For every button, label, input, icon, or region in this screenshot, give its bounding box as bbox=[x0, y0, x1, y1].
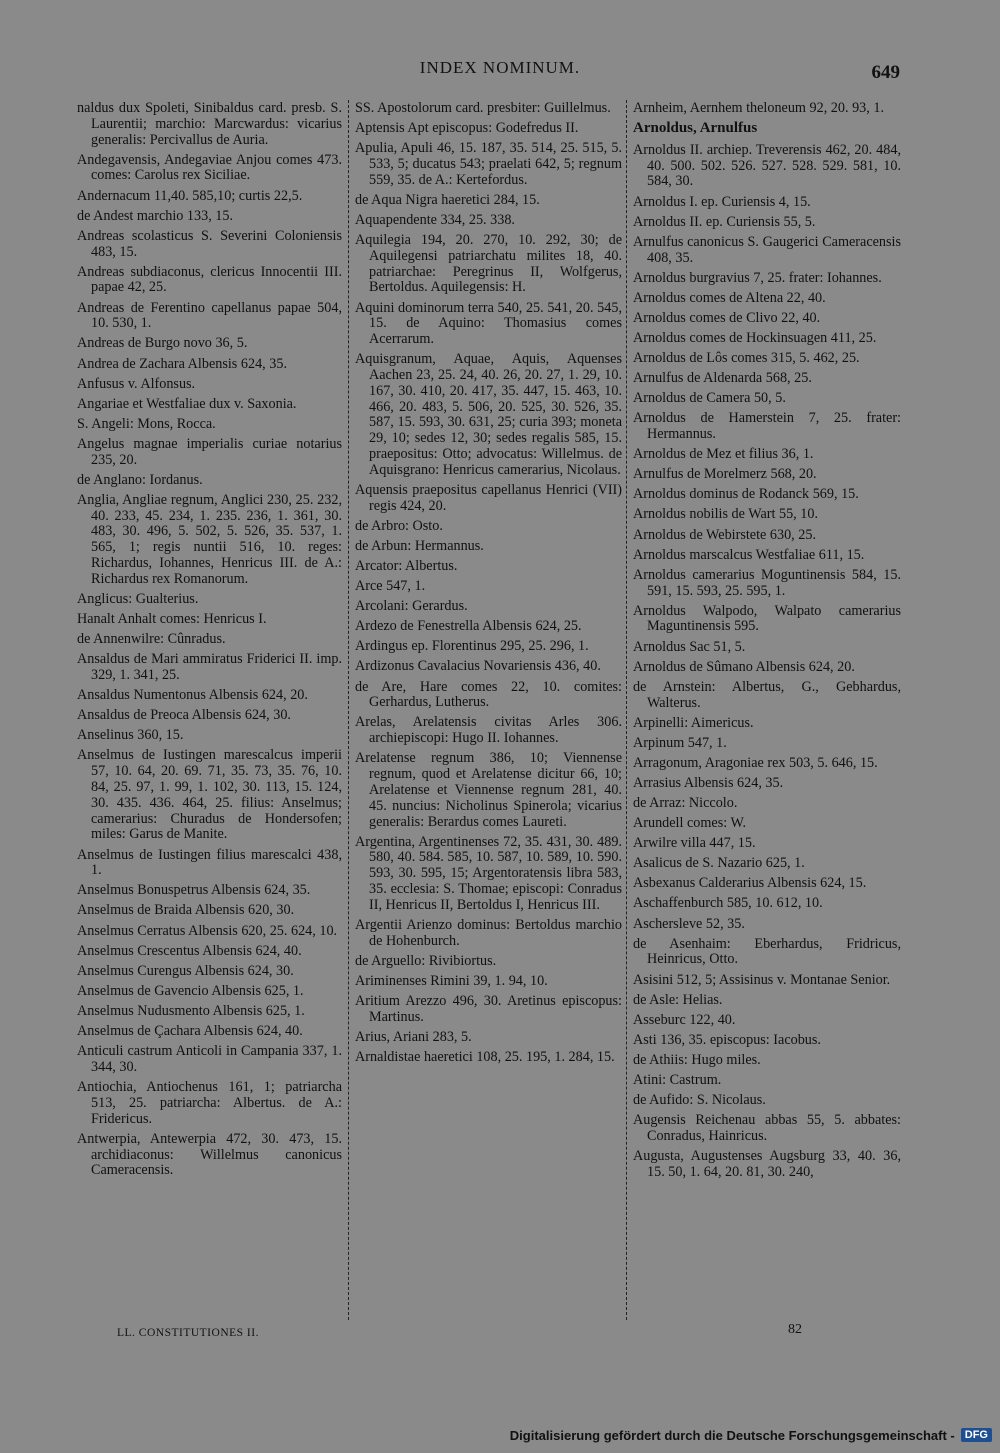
index-group-heading: Arnoldus, Arnulfus bbox=[633, 120, 758, 137]
index-entry: Anselmus de Gavencio Albensis 625, 1. bbox=[77, 982, 304, 999]
index-entry: Augusta, Augustenses Augsburg 33, 40. 36, 15. 50, 1. 64, 20. 81, 30. 240, bbox=[633, 1148, 901, 1180]
index-entry: de Annenwilre: Cûnradus. bbox=[77, 631, 226, 648]
index-entry: Arnoldus de Camera 50, 5. bbox=[633, 390, 786, 407]
index-entry: Aschersleve 52, 35. bbox=[633, 915, 745, 932]
index-entry: Arnoldus de Sûmano Albensis 624, 20. bbox=[633, 658, 855, 675]
footer-signature-number: 82 bbox=[788, 1322, 802, 1337]
index-entry: Arcator: Albertus. bbox=[355, 557, 458, 574]
index-entry: Andreas scolasticus S. Severini Coloniensis 483, 15. bbox=[77, 227, 342, 260]
index-entry: Argentii Arienzo dominus: Bertoldus marchio de Hohenburch. bbox=[355, 916, 622, 949]
index-entry: de Athiis: Hugo miles. bbox=[633, 1051, 761, 1068]
index-entry: Arnoldus de Lôs comes 315, 5. 462, 25. bbox=[633, 350, 860, 367]
index-entry: de Asenhaim: Eberhardus, Fridricus, Heinricus, Otto. bbox=[633, 935, 901, 968]
index-entry: Ansaldus Numentonus Albensis 624, 20. bbox=[77, 687, 308, 704]
index-entry: Arelas, Arelatensis civitas Arles 306. archiepiscopi: Hugo II. Iohannes. bbox=[355, 714, 622, 747]
index-entry: Asisini 512, 5; Assisinus v. Montanae Senior. bbox=[633, 971, 891, 988]
index-entry: Ardingus ep. Florentinus 295, 25. 296, 1. bbox=[355, 638, 589, 655]
index-column-middle bbox=[355, 101, 622, 1070]
index-entry: Anglia, Angliae regnum, Anglici 230, 25. 232, 40. 233, 45. 234, 1. 235. 236, 1. 361, 30. 483, 30. 496, 5. 502, 5. 526, 35. 537, 1. 565, 1; regis nuntii 516, 10. reges: Richardus, Iohannes, Henricus III. de A.: Richardus rex Romanorum. bbox=[77, 491, 342, 587]
index-entry: Andreas subdiaconus, clericus Innocentii III. papae 42, 25. bbox=[77, 263, 342, 296]
index-entry: Arius, Ariani 283, 5. bbox=[355, 1028, 472, 1045]
index-entry: Andreas de Ferentino capellanus papae 504, 10. 530, 1. bbox=[77, 299, 342, 332]
index-entry: de Aqua Nigra haeretici 284, 15. bbox=[355, 191, 540, 208]
index-entry: Anselmus Bonuspetrus Albensis 624, 35. bbox=[77, 882, 311, 899]
digitization-banner-text: Digitalisierung gefördert durch die Deutsche Forschungsgemeinschaft - bbox=[509, 1427, 955, 1443]
index-entry: de Aufido: S. Nicolaus. bbox=[633, 1092, 766, 1109]
index-entry: Aquensis praepositus capellanus Henrici (VII) regis 424, 20. bbox=[355, 481, 622, 514]
page-number: 649 bbox=[871, 62, 900, 83]
column-divider bbox=[626, 100, 627, 1320]
index-entry: Arwilre villa 447, 15. bbox=[633, 835, 756, 852]
index-entry: Arnoldus comes de Altena 22, 40. bbox=[633, 289, 826, 306]
index-entry: Anselinus 360, 15. bbox=[77, 727, 184, 744]
index-entry: Arundell comes: W. bbox=[633, 815, 747, 832]
index-entry: Antiochia, Antiochenus 161, 1; patriarcha 513, 25. patriarcha: Albertus. de A.: Fridericus. bbox=[77, 1079, 342, 1127]
index-entry: Andrea de Zachara Albensis 624, 35. bbox=[77, 355, 287, 372]
index-entry: Aquapendente 334, 25. 338. bbox=[355, 211, 515, 228]
index-entry: Anselmus de Iustingen marescalcus imperii 57, 10. 64, 20. 69. 71, 35. 73, 35. 76, 10. 84, 25. 97, 1. 99, 1. 102, 30. 113, 15. 124, 30. 435. 436. 464, 25. filius: Anselmus; camerarius: Churadus de Hondersofen; miles: Garus de Manite. bbox=[77, 747, 342, 843]
index-entry: Andreas de Burgo novo 36, 5. bbox=[77, 335, 248, 352]
index-entry: Anselmus Nudusmento Albensis 625, 1. bbox=[77, 1002, 305, 1019]
index-entry: Arcolani: Gerardus. bbox=[355, 598, 468, 615]
index-entry: Ariminenses Rimini 39, 1. 94, 10. bbox=[355, 972, 548, 989]
index-entry: de Arguello: Rivibiortus. bbox=[355, 952, 497, 969]
index-entry: Arnoldus comes de Hockinsuagen 411, 25. bbox=[633, 329, 877, 346]
index-entry: Arnoldus de Hamerstein 7, 25. frater: Hermannus. bbox=[633, 410, 901, 443]
index-entry: Arrasius Albensis 624, 35. bbox=[633, 774, 784, 791]
index-entry: Angelus magnae imperialis curiae notarius 235, 20. bbox=[77, 435, 342, 468]
index-entry: Aritium Arezzo 496, 30. Aretinus episcopus: Martinus. bbox=[355, 992, 622, 1025]
index-entry: Apulia, Apuli 46, 15. 187, 35. 514, 25. 515, 5. 533, 5; ducatus 543; praelati 642, 5; regnum 559, 35. de A.: Kertefordus. bbox=[355, 140, 622, 188]
index-entry: de Arbro: Osto. bbox=[355, 517, 443, 534]
index-entry: Anticuli castrum Anticoli in Campania 337, 1. 344, 30. bbox=[77, 1043, 342, 1075]
digitization-banner bbox=[510, 1425, 992, 1445]
index-entry: Arnulfus de Morelmerz 568, 20. bbox=[633, 466, 817, 483]
index-entry: Anselmus de Braida Albensis 620, 30. bbox=[77, 902, 295, 919]
index-entry: Aquilegia 194, 20. 270, 10. 292, 30; de Aquilegensi patriarchatu milites 18, 40. patriarchae: Peregrinus II, Wolfgerus, Bertoldus. Aquilegensis: H. bbox=[355, 232, 622, 296]
index-entry: de Are, Hare comes 22, 10. comites: Gerhardus, Lutherus. bbox=[355, 678, 622, 711]
running-header-title: INDEX NOMINUM. bbox=[419, 58, 581, 77]
index-entry: Anglicus: Gualterius. bbox=[77, 590, 199, 607]
index-entry: Arnoldus camerarius Moguntinensis 584, 15. 591, 15. 593, 25. 595, 1. bbox=[633, 566, 901, 599]
index-entry: Arpinelli: Aimericus. bbox=[633, 714, 754, 731]
index-entry: Angariae et Westfaliae dux v. Saxonia. bbox=[77, 395, 297, 412]
index-entry: Anselmus de Iustingen filius marescalci 438, 1. bbox=[77, 846, 342, 879]
index-entry: Arnheim, Aernhem theloneum 92, 20. 93, 1. bbox=[633, 100, 884, 116]
index-entry: Aschaffenburch 585, 10. 612, 10. bbox=[633, 895, 823, 912]
index-entry: Asbexanus Calderarius Albensis 624, 15. bbox=[633, 875, 867, 892]
index-entry: Arnoldus I. ep. Curiensis 4, 15. bbox=[633, 193, 811, 210]
footer-series-title: LL. CONSTITUTIONES II. bbox=[117, 1327, 259, 1339]
index-entry: Arnoldus Sac 51, 5. bbox=[633, 638, 746, 655]
index-entry: Arnoldus II. ep. Curiensis 55, 5. bbox=[633, 213, 816, 230]
index-entry: Arce 547, 1. bbox=[355, 578, 426, 595]
index-entry: Andernacum 11,40. 585,10; curtis 22,5. bbox=[77, 187, 303, 204]
index-entry: Andegavensis, Andegaviae Anjou comes 473. comes: Carolus rex Siciliae. bbox=[77, 151, 342, 184]
index-column-left bbox=[77, 101, 342, 1183]
index-entry: de Arnstein: Albertus, G., Gebhardus, Walterus. bbox=[633, 678, 901, 711]
index-entry: Arnaldistae haeretici 108, 25. 195, 1. 284, 15. bbox=[355, 1048, 615, 1065]
index-entry: Asalicus de S. Nazario 625, 1. bbox=[633, 855, 805, 872]
index-entry: Arnulfus de Aldenarda 568, 25. bbox=[633, 370, 812, 387]
index-entry: Ardezo de Fenestrella Albensis 624, 25. bbox=[355, 618, 582, 635]
index-entry: Arnoldus comes de Clivo 22, 40. bbox=[633, 309, 821, 326]
index-entry: Atini: Castrum. bbox=[633, 1072, 722, 1089]
index-entry: Arnoldus burgravius 7, 25. frater: Iohannes. bbox=[633, 269, 882, 286]
index-entry: Augensis Reichenau abbas 55, 5. abbates: Conradus, Hainricus. bbox=[633, 1112, 901, 1144]
dfg-logo-icon: DFG bbox=[961, 1428, 992, 1442]
index-entry: Anfusus v. Alfonsus. bbox=[77, 375, 196, 392]
index-entry: Arnoldus marscalcus Westfaliae 611, 15. bbox=[633, 546, 865, 563]
index-entry: Arnoldus de Webirstete 630, 25. bbox=[633, 526, 817, 543]
index-entry: SS. Apostolorum card. presbiter: Guillelmus. bbox=[355, 100, 611, 116]
index-entry: Anselmus Crescentus Albensis 624, 40. bbox=[77, 942, 302, 959]
index-entry: Arragonum, Aragoniae rex 503, 5. 646, 15. bbox=[633, 754, 878, 771]
index-entry: de Arraz: Niccolo. bbox=[633, 795, 738, 811]
index-entry: Aquisgranum, Aquae, Aquis, Aquenses Aachen 23, 25. 24, 40. 26, 20. 27, 1. 29, 10. 167, 30. 410, 20. 417, 35. 447, 15. 463, 10. 466, 20. 483, 5. 506, 20. 525, 30. 526, 35. 587, 15. 593, 30. 631, 25; curia 393; moneta 29, 10; sedes 12, 30; sedes regalis 585, 15. praepositus: Otto; advocatus: Willelmus. de Aquisgrano: Henricus camerarius, Nicolaus. bbox=[355, 351, 622, 478]
index-entry: naldus dux Spoleti, Sinibaldus card. presb. S. Laurentii; marchio: Marcwardus: vicarius generalis: Percivallus de Auria. bbox=[77, 100, 342, 148]
index-entry: Anselmus Curengus Albensis 624, 30. bbox=[77, 962, 294, 979]
column-divider bbox=[348, 100, 349, 1320]
index-column-right bbox=[633, 101, 901, 1185]
index-entry: Ansaldus de Mari ammiratus Friderici II. imp. 329, 1. 341, 25. bbox=[77, 651, 342, 684]
index-entry: de Asle: Helias. bbox=[633, 991, 723, 1008]
index-entry: Argentina, Argentinenses 72, 35. 431, 30. 489. 580, 40. 584. 585, 10. 587, 10. 589, 10. 590. 593, 30. 595, 15; Argentoratensis libra 583, 35. ecclesia: S. Thomae; episcopi: Conradus II, Henricus II, Bertoldus I, Henricus III. bbox=[355, 833, 622, 913]
index-entry: Aquini dominorum terra 540, 25. 541, 20. 545, 15. de Aquino: Thomasius comes Acerrarum. bbox=[355, 299, 622, 348]
index-entry: Hanalt Anhalt comes: Henricus I. bbox=[77, 611, 267, 628]
index-entry: Arelatense regnum 386, 10; Viennense regnum, quod et Arelatense dicitur 66, 10; Arelatense et Viennense regnum 281, 40. 45. nuncius: Nicholinus Spinerola; vicarius generalis: Berardus comes Laureti. bbox=[355, 750, 622, 830]
index-entry: Antwerpia, Antewerpia 472, 30. 473, 15. archidiaconus: Willelmus canonicus Cameracensis. bbox=[77, 1130, 342, 1179]
index-entry: Aptensis Apt episcopus: Godefredus II. bbox=[355, 120, 579, 137]
index-entry: Asseburc 122, 40. bbox=[633, 1011, 736, 1028]
index-entry: Arnoldus de Mez et filius 36, 1. bbox=[633, 446, 814, 463]
index-entry: Asti 136, 35. episcopus: Iacobus. bbox=[633, 1031, 821, 1048]
index-entry: Arnulfus canonicus S. Gaugerici Cameracensis 408, 35. bbox=[633, 233, 901, 266]
index-entry: Ansaldus de Preoca Albensis 624, 30. bbox=[77, 707, 291, 724]
index-entry: Arnoldus nobilis de Wart 55, 10. bbox=[633, 506, 818, 523]
index-entry: S. Angeli: Mons, Rocca. bbox=[77, 415, 216, 432]
index-entry: de Andest marchio 133, 15. bbox=[77, 207, 234, 224]
index-entry: de Arbun: Hermannus. bbox=[355, 537, 484, 554]
index-entry: Arnoldus Walpodo, Walpato camerarius Maguntinensis 595. bbox=[633, 602, 901, 635]
index-entry: Arnoldus dominus de Rodanck 569, 15. bbox=[633, 486, 859, 503]
index-entry: Anselmus Cerratus Albensis 620, 25. 624, 10. bbox=[77, 922, 338, 939]
index-entry: de Anglano: Iordanus. bbox=[77, 471, 203, 488]
index-entry: Arpinum 547, 1. bbox=[633, 734, 727, 751]
index-entry: Ardizonus Cavalacius Novariensis 436, 40. bbox=[355, 658, 601, 675]
index-entry: Anselmus de Çachara Albensis 624, 40. bbox=[77, 1023, 303, 1040]
index-entry: Arnoldus II. archiep. Treverensis 462, 20. 484, 40. 500. 502. 526. 527. 528. 529. 581, 10. 584, 30. bbox=[633, 141, 901, 190]
